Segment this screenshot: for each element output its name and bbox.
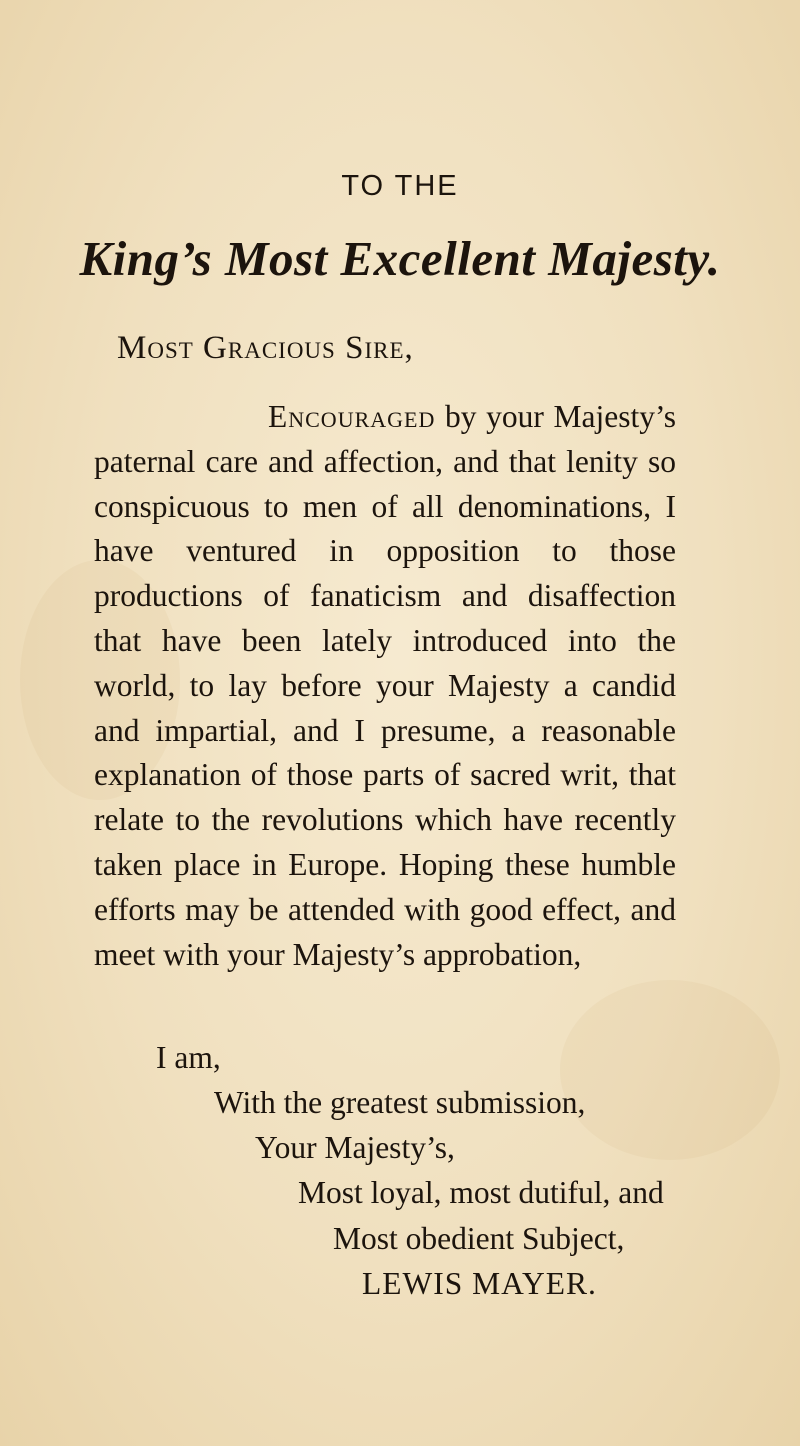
body-indent — [268, 395, 435, 440]
closing-i-am: I am, — [156, 1040, 221, 1075]
salutation: Most Gracious Sire, — [117, 330, 414, 366]
closing-loyal: Most loyal, most dutiful, and — [298, 1175, 664, 1210]
dedication-to-line: TO THE — [341, 170, 459, 202]
paper-stain — [560, 980, 780, 1160]
body-paragraph: by your Majesty’s paternal care and affection, and that lenity so conspicuous to men of all denominations, I have ventured in opposition to those productions of fanaticism and disaffection that have been lately introduced into the world, to lay before your Majesty a candid and impartial, and I presume, a reasonable explanation of those parts of sacred writ, that relate to the revolutions which have recently taken place in Europe. Hoping these humble efforts may be attended with good effect, and meet with your Majesty’s approbation, — [94, 399, 676, 972]
dedication-addressee: King’s Most Excellent Majesty. — [79, 231, 721, 286]
closing-with: With the greatest submission, — [214, 1085, 586, 1120]
closing-obedient: Most obedient Subject, — [333, 1221, 625, 1256]
lead-word: Encouraged — [268, 399, 436, 434]
closing-your: Your Majesty’s, — [255, 1130, 455, 1165]
signature-name: LEWIS MAYER. — [362, 1266, 597, 1301]
dedication-body — [94, 395, 676, 977]
